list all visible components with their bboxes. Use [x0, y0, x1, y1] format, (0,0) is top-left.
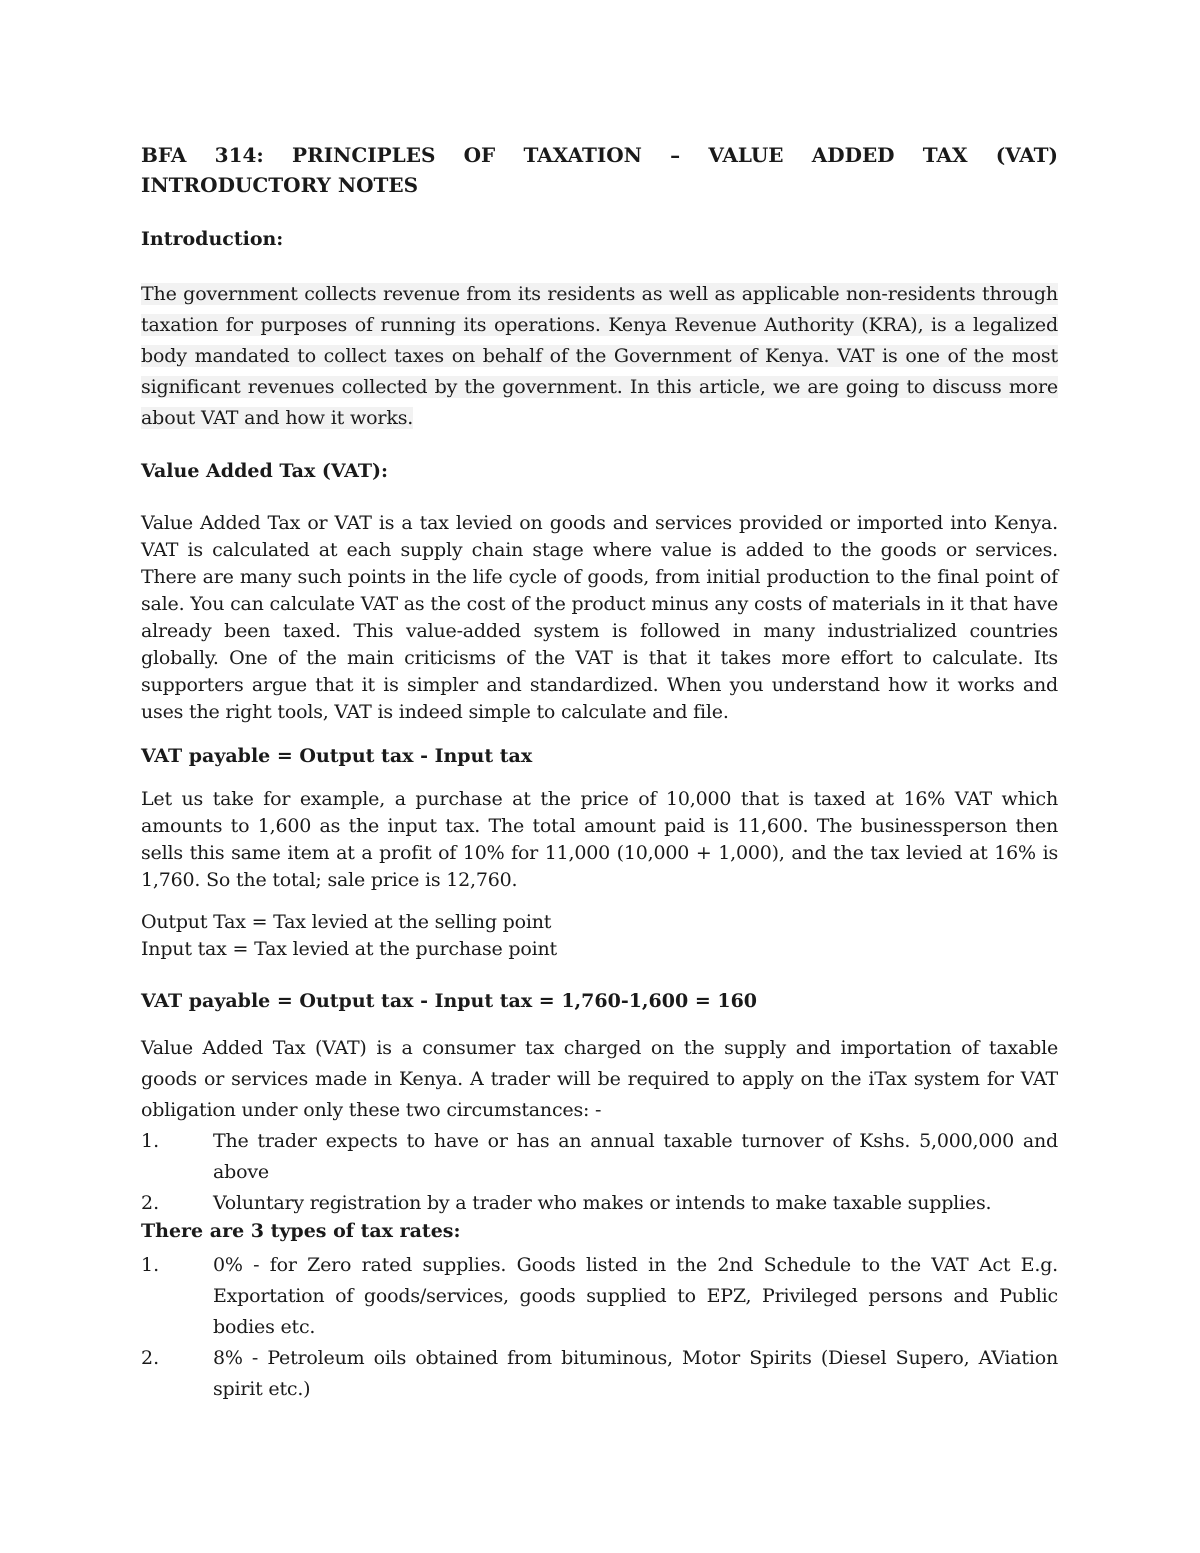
vat-definition-paragraph: Value Added Tax or VAT is a tax levied on goods and services provided or imported into Kenya. VAT is calculated at each supply chain stage where value is added to the goods or services. There are many such points in the life cycle of goods, from initial production to the final point of sale. You can calculate VAT as the cost of the product minus any costs of materials in it that have already been taxed. This value-added system is followed in many industrialized countries globally. One of the main criticisms of the VAT is that it takes more effort to calculate. Its supporters argue that it is simpler and standardized. When you understand how it works and uses the right tools, VAT is indeed simple to calculate and file. [141, 512, 1059, 723]
consumer-tax-paragraph: Value Added Tax (VAT) is a consumer tax charged on the supply and importation of taxable goods or services made in Kenya. A trader will be required to apply on the iTax system for VAT obligation under only these two circumstances: - [141, 1037, 1058, 1121]
title-word: OF [463, 143, 496, 167]
document-title [141, 143, 1058, 197]
list-number: 1. [141, 1130, 160, 1152]
rate-2-text: 8% - Petroleum oils obtained from bituminous, Motor Spirits (Diesel Supero, AViation spirit etc.) [213, 1347, 1058, 1400]
title-word: TAXATION [523, 143, 642, 167]
title-line-2: INTRODUCTORY NOTES [141, 173, 419, 197]
list-number: 2. [141, 1192, 160, 1214]
list-item [141, 1188, 1058, 1219]
title-word: PRINCIPLES [292, 143, 436, 167]
list-item [141, 1343, 1058, 1405]
list-item [141, 1126, 1058, 1188]
output-tax-definition: Output Tax = Tax levied at the selling point [141, 911, 552, 933]
tax-rates-list [141, 1250, 1058, 1405]
circumstance-2-text: Voluntary registration by a trader who makes or intends to make taxable supplies. [213, 1192, 992, 1214]
intro-heading: Introduction: [141, 228, 284, 250]
title-word: BFA [141, 143, 187, 167]
vat-heading: Value Added Tax (VAT): [141, 460, 389, 482]
circumstance-1-text: The trader expects to have or has an annual taxable turnover of Kshs. 5,000,000 and above [213, 1130, 1058, 1183]
title-word: VALUE [708, 143, 784, 167]
title-word: TAX [922, 143, 968, 167]
title-word: ADDED [811, 143, 895, 167]
title-word: 314: [214, 143, 264, 167]
title-line-1 [141, 143, 1058, 167]
input-tax-definition: Input tax = Tax levied at the purchase point [141, 938, 557, 960]
tax-rates-heading: There are 3 types of tax rates: [141, 1220, 461, 1242]
formula-vat-payable: VAT payable = Output tax - Input tax [141, 745, 533, 767]
registration-circumstances-list [141, 1126, 1058, 1219]
example-paragraph: Let us take for example, a purchase at the price of 10,000 that is taxed at 16% VAT which amounts to 1,600 as the input tax. The total amount paid is 11,600. The businessperson then sells this same item at a profit of 10% for 11,000 (10,000 + 1,000), and the tax levied at 16% is 1,760. So the total; sale price is 12,760. [141, 788, 1058, 891]
list-text [213, 1126, 1058, 1188]
list-number: 2. [141, 1347, 160, 1369]
list-number: 1. [141, 1254, 160, 1276]
tax-definitions [141, 909, 1058, 963]
list-item [141, 1250, 1058, 1343]
formula-vat-calculation: VAT payable = Output tax - Input tax = 1,760-1,600 = 160 [141, 990, 758, 1012]
title-word: (VAT) [995, 143, 1058, 167]
rate-1-text: 0% - for Zero rated supplies. Goods listed in the 2nd Schedule to the VAT Act E.g. Exportation of goods/services, goods supplied to EPZ, Privileged persons and Public bodies etc. [213, 1254, 1058, 1338]
title-word: – [670, 143, 681, 167]
intro-paragraph [141, 279, 1058, 434]
intro-body-text: The government collects revenue from its residents as well as applicable non-residents through taxation for purposes of running its operations. Kenya Revenue Authority (KRA), is a legalized body mandated to collect taxes on behalf of the Government of Kenya. VAT is one of the most significant revenues collected by the government. In this article, we are going to discuss more about VAT and how it works. [141, 283, 1058, 429]
